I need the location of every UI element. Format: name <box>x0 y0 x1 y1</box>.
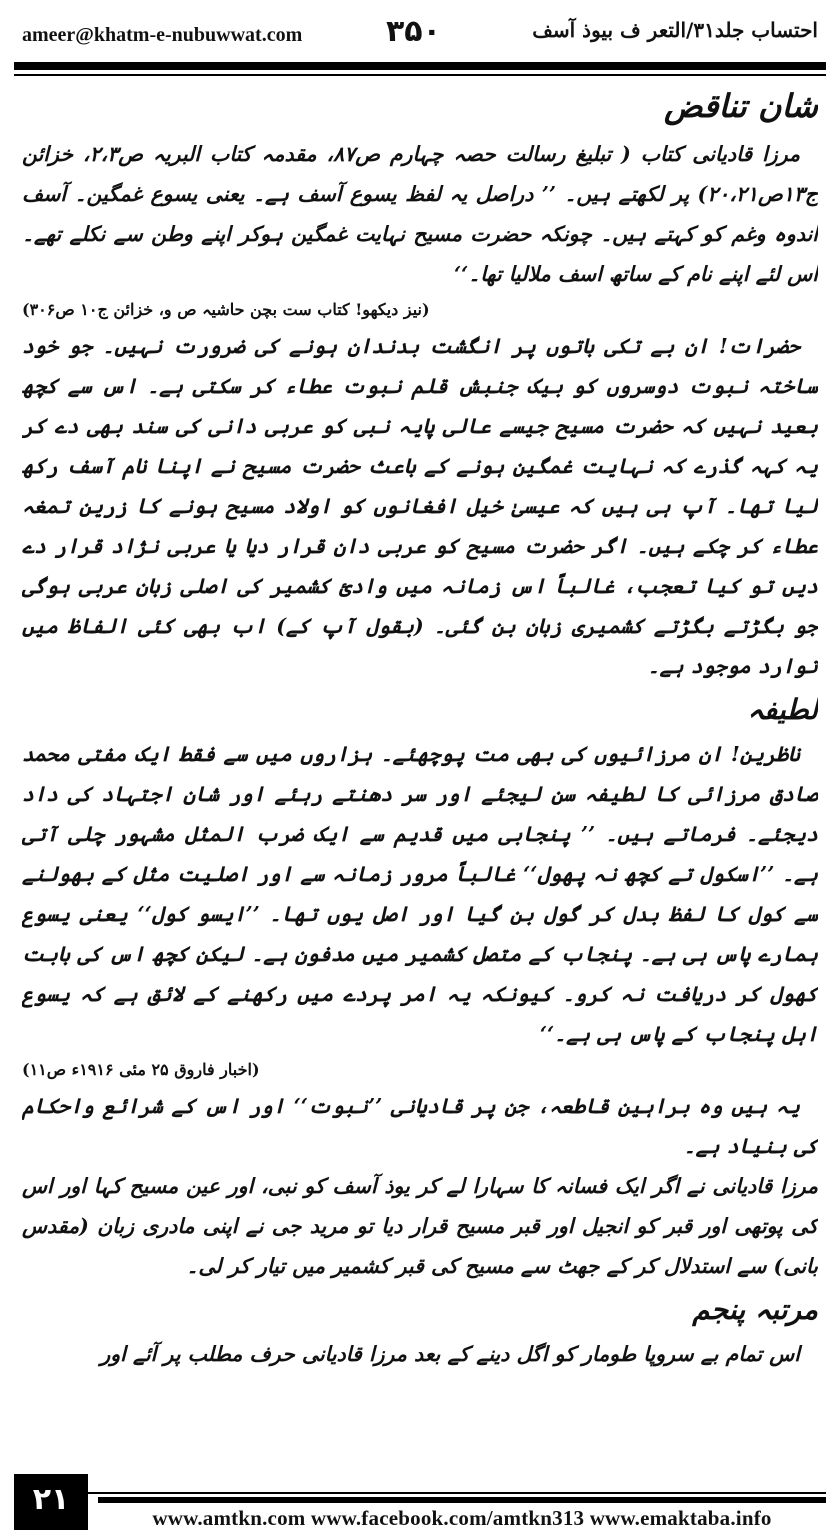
body-paragraph: مرزا قادیانی نے اگر ایک فسانہ کا سہارا لے کر یوذ آسف کو نبی، اور عین مسیح کہا اور اس کی پوتھی اور قبر کو انجیل اور قبر مسیح قرار دیا تو مرید جی نے اپنی مادری زبان (مقدس بانی) سے استدلال کر کے جھٹ سے مسیح کی قبر کشمیر میں تیار کر لی۔ <box>22 1174 818 1278</box>
citation-line <box>22 294 818 326</box>
header-running-title: احتساب جلد۳۱/التعر ف بیوذ آسف <box>532 18 818 42</box>
body-paragraph: حضرات! ان بے تکی باتوں پر انگشت بدندان ہونے کی ضرورت نہیں۔ جو خود ساختہ نبوت دوسروں کو بیک جنبش قلم نبوت عطاء کر سکتی ہے۔ اس سے کچھ بعید نہیں کہ حضرت مسیح جیسے عالی پایہ نبی کو عربی دانی کی سند بھی دے کر یہ کہہ گذرے کہ نہایت غمگین ہونے کے باعث حضرت مسیح نے اپنا نام آسف رکھ لیا تھا۔ آپ ہی ہیں کہ عیسیٰ خیل افغانوں کو اولاد مسیح ہونے کا زرین تمغہ عطاء کر چکے ہیں۔ اگر حضرت مسیح کو عربی دان قرار دیا یا عربی نژاد قرار دے دیں تو کیا تعجب، غالباً اس زمانہ میں وادیٔ کشمیر کی اصلی زبان عربی ہوگی جو بگڑتے بگڑتے کشمیری زبان بن گئی۔ (بقول آپ کے) اب بھی کئی الفاظ میں توارد موجود ہے۔ <box>22 334 818 678</box>
section-heading: شان تناقض <box>663 87 818 125</box>
header-page-number: ۳۵۰ <box>386 14 441 49</box>
header-thin-rule <box>14 74 826 76</box>
page-body <box>22 80 818 1465</box>
header-email: ameer@khatm-e-nubuwwat.com <box>22 24 303 46</box>
body-paragraph: یہ ہیں وہ براہین قاطعہ، جن پر قادیانی ’’نبوت‘‘ اور اس کے شرائع واحکام کی بنیاد ہے۔ <box>22 1094 818 1158</box>
body-paragraph: مرزا قادیانی کتاب ( تبلیغ رسالت حصہ چہارم ص۸۷، مقدمہ کتاب البریہ ص۲،۳، خزائن ج۱۳ص۲۰،۲۱) پر لکھتے ہیں۔ ’’ دراصل یہ لفظ یسوع آسف ہے۔ یعنی یسوع غمگین۔ آسف اندوہ وغم کو کہتے ہیں۔ چونکہ حضرت مسیح نہایت غمگین ہوکر اپنے وطن سے نکلے تھے۔ اس لئے اپنے نام کے ساتھ اسف ملالیا تھا۔‘‘ <box>22 142 818 286</box>
header-thick-rule <box>14 62 826 70</box>
section-heading: مرتبہ پنجم <box>692 1293 818 1326</box>
footer-thick-rule <box>98 1497 826 1503</box>
section-heading: لطیفہ <box>747 693 818 726</box>
body-paragraph: ناظرین! ان مرزائیوں کی بھی مت پوچھئے۔ ہزاروں میں سے فقط ایک مفتی محمد صادق مرزائی کا لطیفہ سن لیجئے اور سر دھنتے رہئے اور شان اجتہاد کی داد دیجئے۔ فرماتے ہیں۔ ’’ پنجابی میں قدیم سے ایک ضرب المثل مشہور چلی آتی ہے۔ ’’اسکول تے کچھ نہ پھول‘‘ غالباً مرور زمانہ سے اور اصلیت مثل کے بھولنے سے کول کا لفظ بدل کر گول بن گیا اور اصل یوں تھا۔ ’’ایسو کول‘‘ یعنی یسوع ہمارے پاس ہی ہے۔ پنجاب کے متصل کشمیر میں مدفون ہے۔ لیکن کچھ اس کی بابت کھول کر دریافت نہ کرو۔ کیونکہ یہ امر پردے میں رکھنے کے لائق ہے کہ یسوع اہل پنجاب کے پاس ہی ہے۔‘‘ <box>22 742 818 1046</box>
citation-reference: (اخبار فاروق ۲۵ مئی ۱۹۱۶ء ص۱۱) <box>22 1060 260 1079</box>
body-paragraph: اس تمام بے سروپا طومار کو اگل دینے کے بعد مرزا قادیانی حرف مطلب پر آئے اور <box>100 1342 800 1366</box>
folio-number: ۲۱ <box>14 1474 88 1530</box>
footer-thin-rule <box>14 1492 826 1494</box>
page-header <box>14 10 826 52</box>
citation-reference: (نیز دیکھو! کتاب ست بچن حاشیہ ص و، خزائن ج۱۰ ص۳۰۶) <box>22 300 430 319</box>
footer-websites: www.amtkn.com www.facebook.com/amtkn313 www.emaktaba.info <box>152 1506 772 1530</box>
citation-line <box>22 1054 818 1086</box>
